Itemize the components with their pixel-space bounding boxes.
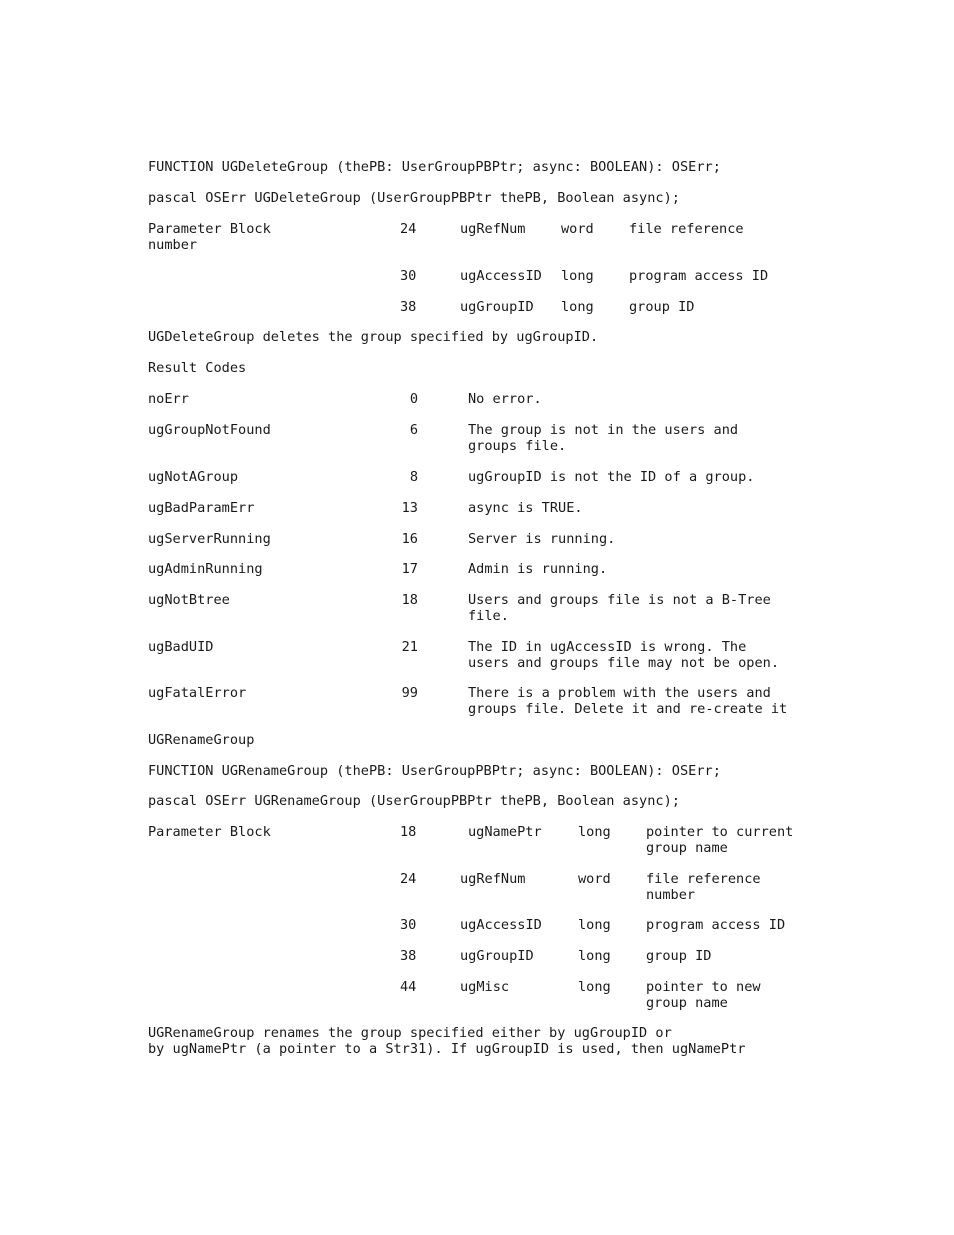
result-code-name: ugNotAGroup [148, 469, 239, 485]
param-field: ugRefNum [460, 871, 526, 887]
result-code-description-wrap: file. [468, 608, 509, 624]
delete-c-declaration: pascal OSErr UGDeleteGroup (UserGroupPBPtr thePB, Boolean async); [148, 190, 680, 206]
result-code-name: ugFatalError [148, 685, 247, 701]
result-code-number: 8 [409, 469, 418, 485]
param-field: ugRefNum [460, 221, 526, 237]
result-code-description-wrap: users and groups file may not be open. [468, 655, 779, 671]
param-description: program access ID [646, 917, 786, 933]
delete-pascal-declaration: FUNCTION UGDeleteGroup (thePB: UserGroupPBPtr; async: BOOLEAN): OSErr; [148, 159, 721, 175]
result-code-number: 99 [401, 685, 418, 701]
result-code-number: 21 [401, 639, 418, 655]
result-code-number: 13 [401, 500, 418, 516]
result-code-number: 17 [401, 561, 418, 577]
rename-heading: UGRenameGroup [148, 732, 255, 748]
param-field: ugGroupID [460, 948, 534, 964]
param-offset: 24 [400, 221, 417, 237]
param-description: pointer to new [646, 979, 761, 995]
param-description: program access ID [629, 268, 769, 284]
param-offset: 38 [400, 948, 417, 964]
param-type: long [578, 979, 611, 995]
param-field: ugGroupID [460, 299, 534, 315]
result-code-number: 0 [409, 391, 418, 407]
result-code-name: ugNotBtree [148, 592, 230, 608]
rename-pascal-declaration: FUNCTION UGRenameGroup (thePB: UserGroupPBPtr; async: BOOLEAN): OSErr; [148, 763, 721, 779]
param-field: ugAccessID [460, 268, 542, 284]
param-offset: 24 [400, 871, 417, 887]
delete-param-block-label: Parameter Block [148, 221, 271, 237]
result-code-name: ugBadUID [148, 639, 214, 655]
result-code-description-wrap: groups file. Delete it and re-create it [468, 701, 788, 717]
param-type: word [578, 871, 611, 887]
result-code-number: 6 [409, 422, 418, 438]
rename-description: UGRenameGroup renames the group specified either by ugGroupID or [148, 1025, 672, 1041]
delete-description: UGDeleteGroup deletes the group specified by ugGroupID. [148, 329, 599, 345]
result-code-description: The ID in ugAccessID is wrong. The [468, 639, 747, 655]
result-code-name: ugGroupNotFound [148, 422, 271, 438]
param-offset: 30 [400, 268, 417, 284]
result-code-name: ugServerRunning [148, 531, 271, 547]
result-code-description: The group is not in the users and [468, 422, 739, 438]
result-code-description: There is a problem with the users and [468, 685, 771, 701]
result-code-description: async is TRUE. [468, 500, 583, 516]
param-description: group ID [629, 299, 695, 315]
result-code-description: Admin is running. [468, 561, 608, 577]
result-code-name: noErr [148, 391, 189, 407]
param-description: file reference [646, 871, 761, 887]
param-offset: 44 [400, 979, 417, 995]
param-offset: 30 [400, 917, 417, 933]
result-code-name: ugBadParamErr [148, 500, 255, 516]
param-type: long [561, 299, 594, 315]
param-type: word [561, 221, 594, 237]
param-description-wrap: number [646, 887, 696, 903]
param-field: ugAccessID [460, 917, 542, 933]
rename-c-declaration: pascal OSErr UGRenameGroup (UserGroupPBPtr thePB, Boolean async); [148, 793, 680, 809]
result-codes-heading: Result Codes [148, 360, 247, 376]
result-code-description: No error. [468, 391, 542, 407]
param-field: ugMisc [460, 979, 510, 995]
param-description: group ID [646, 948, 712, 964]
param-description-wrap: group name [646, 995, 728, 1011]
param-description: file reference [629, 221, 744, 237]
param-description-wrap: number [148, 237, 198, 253]
result-code-description: Server is running. [468, 531, 616, 547]
result-code-number: 18 [401, 592, 418, 608]
result-code-name: ugAdminRunning [148, 561, 263, 577]
param-type: long [561, 268, 594, 284]
result-code-description: Users and groups file is not a B-Tree [468, 592, 771, 608]
rename-param-block-label: Parameter Block [148, 824, 271, 840]
param-field: ugNamePtr [468, 824, 542, 840]
result-code-description: ugGroupID is not the ID of a group. [468, 469, 755, 485]
rename-description: by ugNamePtr (a pointer to a Str31). If ugGroupID is used, then ugNamePtr [148, 1041, 746, 1057]
param-type: long [578, 948, 611, 964]
param-description: pointer to current [646, 824, 794, 840]
param-offset: 18 [400, 824, 417, 840]
param-type: long [578, 917, 611, 933]
param-description-wrap: group name [646, 840, 728, 856]
result-code-description-wrap: groups file. [468, 438, 567, 454]
param-type: long [578, 824, 611, 840]
param-offset: 38 [400, 299, 417, 315]
result-code-number: 16 [401, 531, 418, 547]
